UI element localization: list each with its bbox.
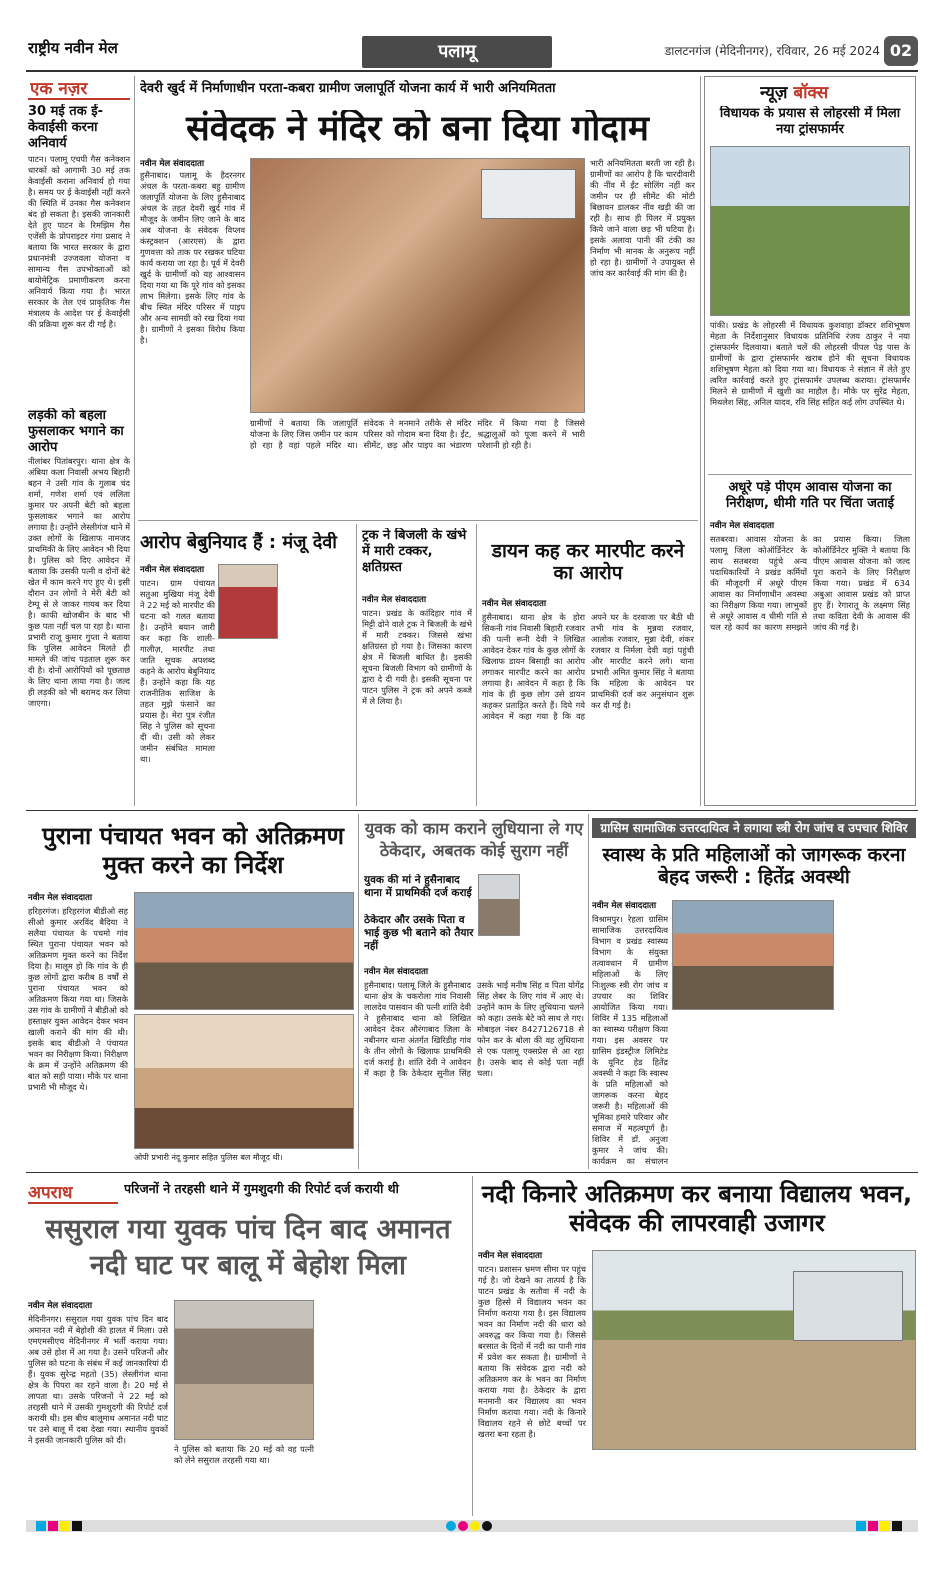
news-box-label-a: न्यूज़ [760,83,788,103]
apradh-kicker: परिजनों ने तरहसी थाने में गुमशुदगी की रिपोर्ट दर्ज करायी थी [124,1181,399,1196]
awas-headline: अधूरे पड़े पीएम आवास योजना का निरीक्षण, धीमी गति पर चिंता जताई [725,480,895,511]
manju-headline: आरोप बेबुनियाद हैं : मंजू देवी [140,532,337,553]
panchayat-headline: पुराना पंचायत भवन को अतिक्रमण मुक्त करने का निर्देश [42,822,344,879]
enazar-item2-title: लड़की को बहला फुसलाकर भगाने का आरोप [28,408,124,455]
panchayat-byline: नवीन मेल संवाददाता [28,893,93,903]
ludhiana-sub1: युवक की मां ने हुसैनाबाद थाना में प्राथमिकी दर्ज कराई [364,874,472,899]
truck-byline: नवीन मेल संवाददाता [362,595,427,605]
col-divider [700,76,701,806]
enazar-item1-title: 30 मई तक ई- केवाईसी करना अनिवार्य [28,104,103,151]
transformer-body: पांकी। प्रखंड के लोहरसी में विधायक कुशवाहा डॉक्टर शशिभूषण मेहता के निर्देशानुसार विधायक प्रतिनिधि रंजय ठाकुर ने नया ट्रांसफार्मर दिलवाया। बताते चलें की लोहरसी पीपल पेड़ पास के ग्रामीणों के द्वारा ट्रांसफार्मर खराब होने की सूचना विधायक शशिभूषण मेहता को दिया गया था। विधायक ने संज्ञान में लेते हुए त्वरित कार्रवाई करते हुए ट्रांसफार्मर उपलब्ध कराया। ट्रांसफार्मर मिलने से ग्रामीणों में खुशी का माहौल है। मौके पर सुरेंद्र मेहता, मिथलेश सिंह, अनिल यादव, रवि सिंह सहित कई लोग उपस्थित थे। [710,320,910,407]
panchayat-photo-2 [134,1014,354,1149]
color-marks-center [446,1521,492,1531]
section-rule [26,1172,918,1173]
swasthya-headline: स्वास्थ के प्रति महिलाओं को जागरूक करना बेहद जरूरी : हितेंद्र अवस्थी [602,844,906,888]
lead-photo [250,158,585,413]
swasthya-banner: ग्रासिम सामाजिक उत्तरदायित्व ने लगाया स्त्री रोग जांच व उपचार शिविर [592,818,916,838]
dateline: डालटनगंज (मेदिनीनगर), रविवार, 26 मई 2024 [664,44,880,58]
apradh-headline: ससुराल गया युवक पांच दिन बाद अमानत नदी घाट पर बालू में बेहोश मिला [45,1214,451,1281]
section-rule [26,810,918,811]
apradh-label: अपराध [28,1183,73,1202]
panchayat-photo-1 [134,892,354,1010]
page-number: 02 [884,36,918,66]
col-divider [358,814,359,1169]
news-box-label-b: बॉक्स [793,83,829,103]
manju-body-b [282,564,352,806]
ludhiana-body-top [524,874,584,978]
apradh-caption: ने पुलिस को बताया कि 20 मई को वह पत्नी को लेने ससुराल तरहसी गया था। [174,1444,314,1465]
awas-byline: नवीन मेल संवाददाता [710,521,775,531]
col-divider [356,524,357,806]
col-divider [134,76,135,806]
swasthya-byline: नवीन मेल संवाददाता [592,901,657,911]
row-divider [138,520,698,521]
apradh-byline: नवीन मेल संवाददाता [28,1301,93,1311]
nadi-headline: नदी किनारे अतिक्रमण कर बनाया विद्यालय भवन, संवेदक की लापरवाही उजागर [481,1180,913,1237]
col-divider [588,814,589,1169]
nadi-body-b [592,1454,916,1514]
paper-name: राष्ट्रीय नवीन मेल [28,39,118,57]
apradh-body-b [320,1300,468,1514]
ludhiana-byline: नवीन मेल संवाददाता [364,967,429,977]
truck-body: पाटन। प्रखंड के कांदिहार गांव में मिट्टी ढोने वाले ट्रक ने बिजली के खंभे में मारी टक्कर। जिससे खंभा क्षतिग्रस्त हो गया है। जिसका कारण क्षेत्र में बिजली बाधित है। इसकी सूचना बिजली विभाग को ग्रामीणों के द्वारा दे दी गयी है। इसकी सूचना पर पाटन पुलिस ने ट्रक को अपने कब्जे में ले लिया है। [362,608,472,706]
ludhiana-headline: युवक को काम कराने लुधियाना ले गए ठेकेदार, अबतक कोई सुराग नहीं [364,819,584,860]
swasthya-photo [672,900,834,1010]
enazar-item1-body: पाटन। पलामू एचपी गैस कनेक्शन धारकों को आगामी 30 मई तक केवाईसी कराना अनिवार्य हो गया है। समय पर ई केवाईसी नहीं करने की स्थिति में उनका गैस कनेक्शन बंद हो सकता है। इसकी जानकारी देते हुए पाटन के रिमझिम गैस एजेंसी के प्रोपराइटर गंगा प्रसाद ने बताया कि भारत सरकार के द्वारा प्रधानमंत्री उज्जवला योजना व सामान्य गैस उपभोक्ताओं को बायोमेट्रिक प्रमाणीकरण करना अनिवार्य किया गया है। भारत सरकार के तेल एवं प्राकृतिक गैस मंत्रालय के आदेश पर ई केवाईसी की प्रक्रिया शुरू कर दी गई है। [28,154,130,329]
news-box-label [760,80,890,104]
truck-headline: ट्रक ने बिजली के खंभे में मारी टक्कर, क्षतिग्रस्त [362,528,467,575]
masthead-rule [26,70,918,72]
tank-structure [481,169,576,219]
ludhiana-photo [478,874,520,936]
ek-nazar-label: एक नज़र [30,79,88,98]
manju-photo [218,564,278,639]
transformer-photo [710,146,910,316]
apradh-photo [174,1300,314,1440]
dayan-body: हुसैनाबाद। थाना क्षेत्र के होरा सिकनी गांव निवासी बिहारी रजवार की पत्नी रूनी देवी ने लिखित आवेदन देकर गांव के कुछ लोगों के खिलाफ डायन बिसाही का आरोप लगाकर मारपीट करने का आरोप लगाया है। आवेदन में कहा है कि गांव के ही कुछ लोग उसे डायन कहकर प्रताड़ित करते हैं। दिये गये आवेदन में कहा गया है कि वह अपने घर के दरवाजा पर बैठी थी तभी गांव के मुन्नवा रजवार, आलोक रजवार, मुन्ना देवी, शंकर रजवार व निर्मला देवी वहां पहुंची और मारपीट करने लगे। थाना प्रभारी अमित कुमार सिंह ने बताया कि महिला के आवेदन पर प्राथमिकी दर्ज कर अनुसंधान शुरू कर दी गई है। [482,612,694,721]
ludhiana-body: हुसैनाबाद। पलामू जिले के हुसैनाबाद थाना क्षेत्र के चकरोला गांव निवासी लालदेव पासवान की पत्नी शांति देवी ने हुसैनाबाद थाना को लिखित आवेदन देकर औरंगाबाद जिला के नबीनगर थाना अंतर्गत खिरिडीह गांव के तीन लोगों के खिलाफ प्राथमिकी दर्ज कराई है। शांति देवी ने आवेदन में कहा है कि ठेकेदार सुनील सिंह उसके भाई मनीष सिंह व पिता योगेंद्र सिंह लेबर के लिए गांव में आए थे। उन्होंने काम के लिए लुधियाना चलने को कहा। उसके बेटे को साथ ले गए। मोबाइल नंबर 8427126718 से फोन कर के बोला की वह लुधियाना से एक पलामू एक्सप्रेस से आ रहा है। उसके बाद से कोई पता नहीं चला। [364,980,584,1078]
color-marks-left [36,1521,82,1531]
school-building [793,1271,903,1341]
box-divider [708,474,912,475]
apradh-body: मेदिनीनगर। ससुराल गया युवक पांच दिन बाद अमानत नदी में बेहोशी की हालत में मिला। उसे एमएमसीएच मेदिनीनगर में भर्ती कराया गया। अब उसे होश में आ गया है। उसने परिजनों और पुलिस को घटना के संबंध में कई जानकारियां दी हैं। युवक सुरेन्द्र महतो (35) लेस्लीगंज थाना क्षेत्र के पिपरा का रहने वाला है। 20 मई से लापता था। उसके परिजनों ने 22 मई को तरहसी थाने में उसकी गुमशुदगी की रिपोर्ट दर्ज करायी थी। इस बीच बालूमाथ अमानत नदी घाट पर उसे बालू में दबा देखा गया। स्थानीय युवकों ने इसकी जानकारी पुलिस को दी। [28,1314,168,1445]
lead-kicker: देवरी खुर्द में निर्माणाधीन परता-कबरा ग्रामीण जलापूर्ति योजना कार्य में भारी अनियमितता [140,81,556,96]
col-divider [476,524,477,806]
registration-bar [26,1520,918,1532]
dayan-headline: डायन कह कर मारपीट करने का आरोप [491,540,685,584]
nadi-photo [592,1250,916,1450]
lead-headline: संवेदक ने मंदिर को बना दिया गोदाम [186,110,649,149]
lead-col2: ग्रामीणों ने बताया कि जलापूर्ति योजना के लिए जिस जमीन पर काम हो रहा है वहां पहले मंदिर था। संवेदक ने मनमाने तरीके से मंदिर परिसर को गोदाम बना दिया है। ईंट, सीमेंट, छड़ और पाइप का भंडारण मंदिर में किया गया है जिससे श्रद्धालुओं को पूजा करने में भारी परेशानी हो रही है। [250,418,585,450]
swasthya-body-c [838,900,916,1010]
nadi-byline: नवीन मेल संवाददाता [478,1251,543,1261]
nadi-body: पाटन। प्रशासन भ्रमण सीमा पर पहुंच गई है। जो देखने का तात्पर्य है कि पाटन प्रखंड के सतौवा में नदी के कुछ हिस्से में विद्यालय भवन का निर्माण कराया गया है। इस विद्यालय भवन का निर्माण नदी की धारा को अवरुद्ध कर किया गया है। जिससे बरसात के दिनों में नदी का पानी गांव में प्रवेश कर सकता है। ग्रामीणों ने बताया कि संवेदक द्वारा नदी को अतिक्रमण कर के भवन का निर्माण कराया गया है। ठेकेदार के द्वारा मनमानी कर विद्यालय का भवन निर्माण कराया गया। नदी के किनारे विद्यालय रहने से छोटे बच्चों पर खतरा बना रहता है। [478,1264,586,1439]
lead-col3: भारी अनियमितता बरती जा रही है। ग्रामीणों का आरोप है कि चारदीवारी की नींव में ईंट सोलिंग नहीं कर जमीन पर ही सीमेंट की मोटी बिछावन डालकर नींव खड़ी की जा रही है। साथ ही पिलर में प्रयुक्त किये जाने वाला छड़ भी घटिया है। इसके अलावा पानी की टंकी का निर्माण भी मानक के अनुरूप नहीं हो रहा है। ग्रामीणों ने उपायुक्त से जांच कर कार्रवाई की मांग की है। [590,158,695,278]
lead-col1: हुसैनाबाद। पलामू के हैदरनगर अंचल के परता-कबरा बहु ग्रामीण जलापूर्ति योजना के लिए हुसैनाबाद अंचल के तहत देवरी खुर्द गांव में मौजूद के जमीन लिए जाने के बाद अब योजना के संवेदक विप्लव कंस्ट्रक्शन (आरएस) के द्वारा गुणवत्ता को ताक पर रखकर घटिया कार्य कराया जा रहा है। पूर्व में देवरी खुर्द के ग्रामीणों को यह आश्वासन दिया गया था कि पूरे गांव को इसका लाभ मिलेगा। इसके लिए गांव के बीच स्थित मंदिर परिसर में पाइप और अन्य सामग्री को रख दिया गया है। ग्रामीणों ने इसका विरोध किया है। [140,170,245,345]
swasthya-body-a: विश्रामपुर। रेहला ग्रासिम सामाजिक उत्तरदायित्व विभाग व प्रखंड स्वास्थ्य विभाग के संयुक्त तत्वावधान में ग्रामीण महिलाओं के लिए निःशुल्क स्त्री रोग जांच व उपचार का शिविर आयोजित किया गया। शिविर में 135 महिलाओं का स्वास्थ्य परीक्षण किया गया। इस अवसर पर ग्रासिम इंडस्ट्रीज लिमिटेड के यूनिट हेड हितेंद्र अवस्थी ने कहा कि स्वास्थ के प्रति महिलाओं को जागरूक करना बेहद जरूरी है। महिलाओं की भूमिका हमारे परिवार और समाज में महत्वपूर्ण है। शिविर में डॉ. अनुजा कुमार ने जांच की। कार्यक्रम का संचालन [592,914,668,1166]
ludhiana-sub2: ठेकेदार और उसके पिता व भाई कुछ भी बताने को तैयार नहीं [364,914,474,952]
manju-byline: नवीन मेल संवाददाता [140,565,205,575]
panchayat-body: हरिहरगंज। हरिहरगंज बीडीओ सह सीओ कुमार अरविंद बैदिया ने सलैया पंचायत के पचमो गांव स्थित पुराना पंचायत भवन को अतिक्रमण मुक्त करने का निर्देश दिया है। मालूम हो कि गांव के ही कुछ लोगों द्वारा करीब 8 वर्षों से पुराना पंचायत भवन को अतिक्रमण किया गया था। जिसके उस गांव के ग्रामीणों ने बीडीओ को हस्ताक्षर युक्त आवेदन देकर भवन खाली कराने की मांग की थी। इसके बाद बीडीओ ने पंचायत भवन का निरीक्षण किया। निरीक्षण के क्रम में उन्होंने अतिक्रमण की बात को सही पाया। मौके पर थाना प्रभारी भी मौजूद थे। [28,906,128,1092]
transformer-headline: विधायक के प्रयास से लोहरसी में मिला नया ट्रांसफार्मर [719,106,901,137]
col-divider [472,1176,473,1516]
enazar-item2-body: नीलांबर पितांबरपुर। थाना क्षेत्र के अंबिया कला निवासी अभय बिहारी बहन ने उसी गांव के गुलाब चंद शर्मा, गणेश शर्मा एवं ललिता कुमार पर अपनी बेटी को बहला फुसलाकर भगाने का आरोप लगाया है। उन्होंने लेस्लीगंज थाने में उक्त लोगों के खिलाफ नामजद प्राथमिकी के लिए आवेदन भी दिया है। पुलिस को दिए आवेदन में बताया कि उसकी पत्नी व दोनों बेटे खेत में काम करने गए हुए थे। इसी दौरान उन लोगों ने मेरी बेटी को टेम्पू से ले जाकर गायब कर दिया है। काफी खोजबीन के बाद भी कुछ पता नहीं चल पा रहा है। थाना प्रभारी राजू कुमार गुप्ता ने बताया कि पुलिस आवेदन मिलते ही मामले की जांच पड़ताल शुरू कर दी है। दोनों आरोपियों को पूछताछ के लिए थाना लाया गया है। जल्द ही लड़की को भी बरामद कर लिया जाएगा। [28,456,130,708]
dayan-byline: नवीन मेल संवाददाता [482,599,547,609]
awas-body: सतबरवा। आवास योजना के पलामू जिला कोऑर्डिनेटर के साथ सतबरवा पहुंचे अन्य पदाधिकारियों ने प्रखंड कर्मियों की मौजूदगी में अधूरे पीएम आवास का निर्माणाधीन अवस्था का निरीक्षण किया गया। लाभुकों से अधूरे आवास व धीमी गति से चल रहे कार्य का कारण समझने का प्रयास किया। जिला कोऑर्डिनेटर मुक्ति ने बताया कि पीएम आवास योजना को जल्द पूरा कराने के लिए निरीक्षण किया गया। प्रखंड में 634 अबुआ आवास प्रखंड को प्राप्त हुए हैं। रेगारातू के लक्ष्मण सिंह तथा कविता देवी के आवास की जांच की गई है। [710,534,910,632]
panchayat-caption: ओपी प्रभारी नंदू कुमार सहित पुलिस बल मौजूद थी। [134,1153,283,1162]
lead-byline: नवीन मेल संवाददाता [140,159,205,169]
ek-nazar-rule [28,98,130,100]
manju-body-a: पाटन। ग्राम पंचायत सतुआ मुखिया मंजू देवी ने 22 मई को मारपीट की घटना को गलत बताया है। उन्होंने बयान जारी कर कहा कि शाली-गालीज़, मारपीट तथा जाति सूचक अपशब्द कहने के आरोप बेबुनियाद हैं। उन्होंने कहा कि यह राजनीतिक साजिश के तहत मुझे फंसाने का प्रयास है। मेरा पुत्र रंजीत सिंह ने पुलिस को सूचना दी थी। उसी को लेकर जमीन संबंधित मामला था। [140,578,215,764]
swasthya-body-b [672,1014,916,1166]
color-marks-right [856,1521,902,1531]
section-name: पलामू [362,36,552,68]
apradh-rule [28,1202,118,1204]
